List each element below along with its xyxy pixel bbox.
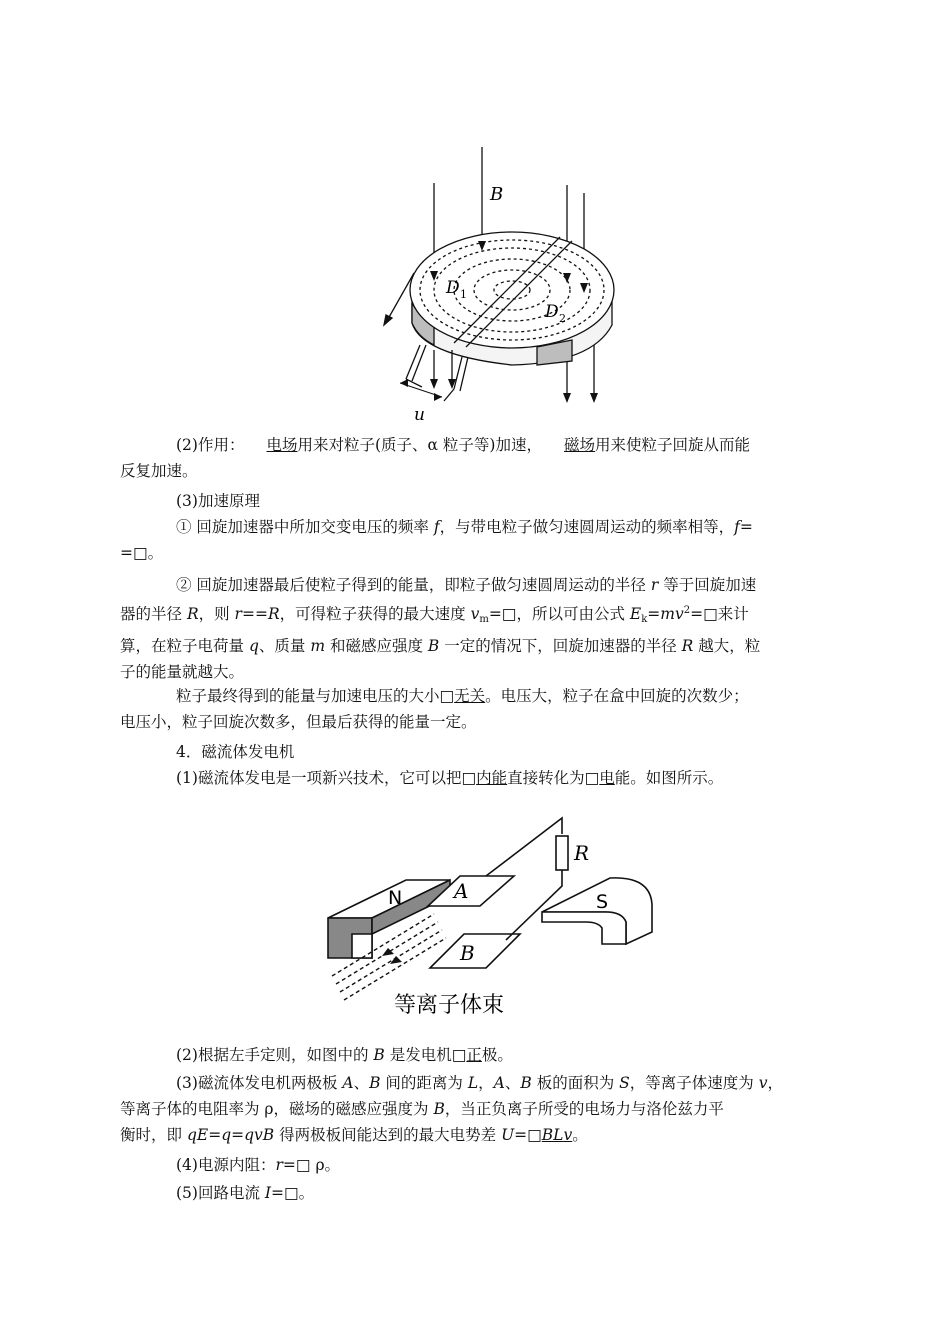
paragraph-frequency: ① 回旋加速器中所加交变电压的频率 f，与带电粒子做匀速圆周运动的频率相等，f= =□。 (120, 518, 753, 562)
heading-acceleration-principle: (3)加速原理 (176, 492, 260, 510)
label-r: R (574, 841, 590, 865)
caption-plasma-beam: 等离子体束 (394, 993, 505, 1018)
label-n: N (388, 887, 403, 909)
underline-irrelevant: 无关 (454, 687, 486, 705)
label-d1: D (446, 278, 460, 298)
label-b: B (490, 184, 504, 205)
underline-electric: 电 (599, 769, 615, 787)
label-d1-sub: 1 (460, 288, 467, 301)
paragraph-energy-voltage: 粒子最终得到的能量与加速电压的大小□无关。电压大，粒子在盒中回旋的次数少； 电压小，粒子回旋次数多，但最后获得的能量一定。 (120, 687, 749, 731)
paragraph-mhd-intro: (1)磁流体发电是一项新兴技术，它可以把□内能直接转化为□电能。如图所示。 (176, 769, 724, 787)
underline-electric-field: 电场 (266, 436, 298, 454)
label-s: S (596, 891, 609, 913)
paragraph-plates: (3)磁流体发电机两极板 A、B 间的距离为 L，A、B 板的面积为 S，等离子体速度为 v， 等离子体的电阻率为 ρ，磁场的磁感应强度为 B，当正负离子所受的电场力与洛伦兹力平 衡时，即 qE=q=qvB 得两极板间能达到的最大电势差 U=□BLv。 (120, 1074, 783, 1144)
paragraph-loop-current: (5)回路电流 I=□。 (176, 1184, 315, 1202)
paragraph-left-hand-rule: (2)根据左手定则，如图中的 B 是发电机□正极。 (176, 1046, 513, 1064)
heading-mhd-generator: 4．磁流体发电机 (176, 743, 295, 761)
label-a: A (454, 879, 469, 903)
label-u: u (414, 405, 425, 425)
label-plate-b: B (460, 941, 475, 965)
underline-positive: 正 (466, 1046, 482, 1064)
paragraph-function: (2)作用： 电场用来对粒子(质子、α 粒子等)加速， 磁场用来使粒子回旋从而能 反复加速。 (120, 436, 751, 480)
label-d2: D (545, 302, 559, 322)
cyclotron-figure (362, 125, 624, 425)
underline-magnetic-field: 磁场 (563, 436, 595, 454)
underline-internal-energy: 内能 (476, 769, 508, 787)
label-d2-sub: 2 (559, 312, 566, 325)
paragraph-internal-resistance: (4)电源内阻：r=□ ρ。 (176, 1156, 341, 1174)
paragraph-max-energy: ② 回旋加速器最后使粒子得到的能量，即粒子做匀速圆周运动的半径 r 等于回旋加速 器的半径 R，则 r==R，可得粒子获得的最大速度 $v_m=□$，所以可由公式 $E_k=mv^2=□$来计 算，在粒子电荷量 q、质量 m 和磁感应强度 B 一定的情况下，回旋加速器的半径 R 越大，粒 子的能量就越大。 (120, 576, 761, 681)
mhd-generator-figure (310, 800, 676, 1038)
underline-blv: BLv (541, 1126, 573, 1144)
